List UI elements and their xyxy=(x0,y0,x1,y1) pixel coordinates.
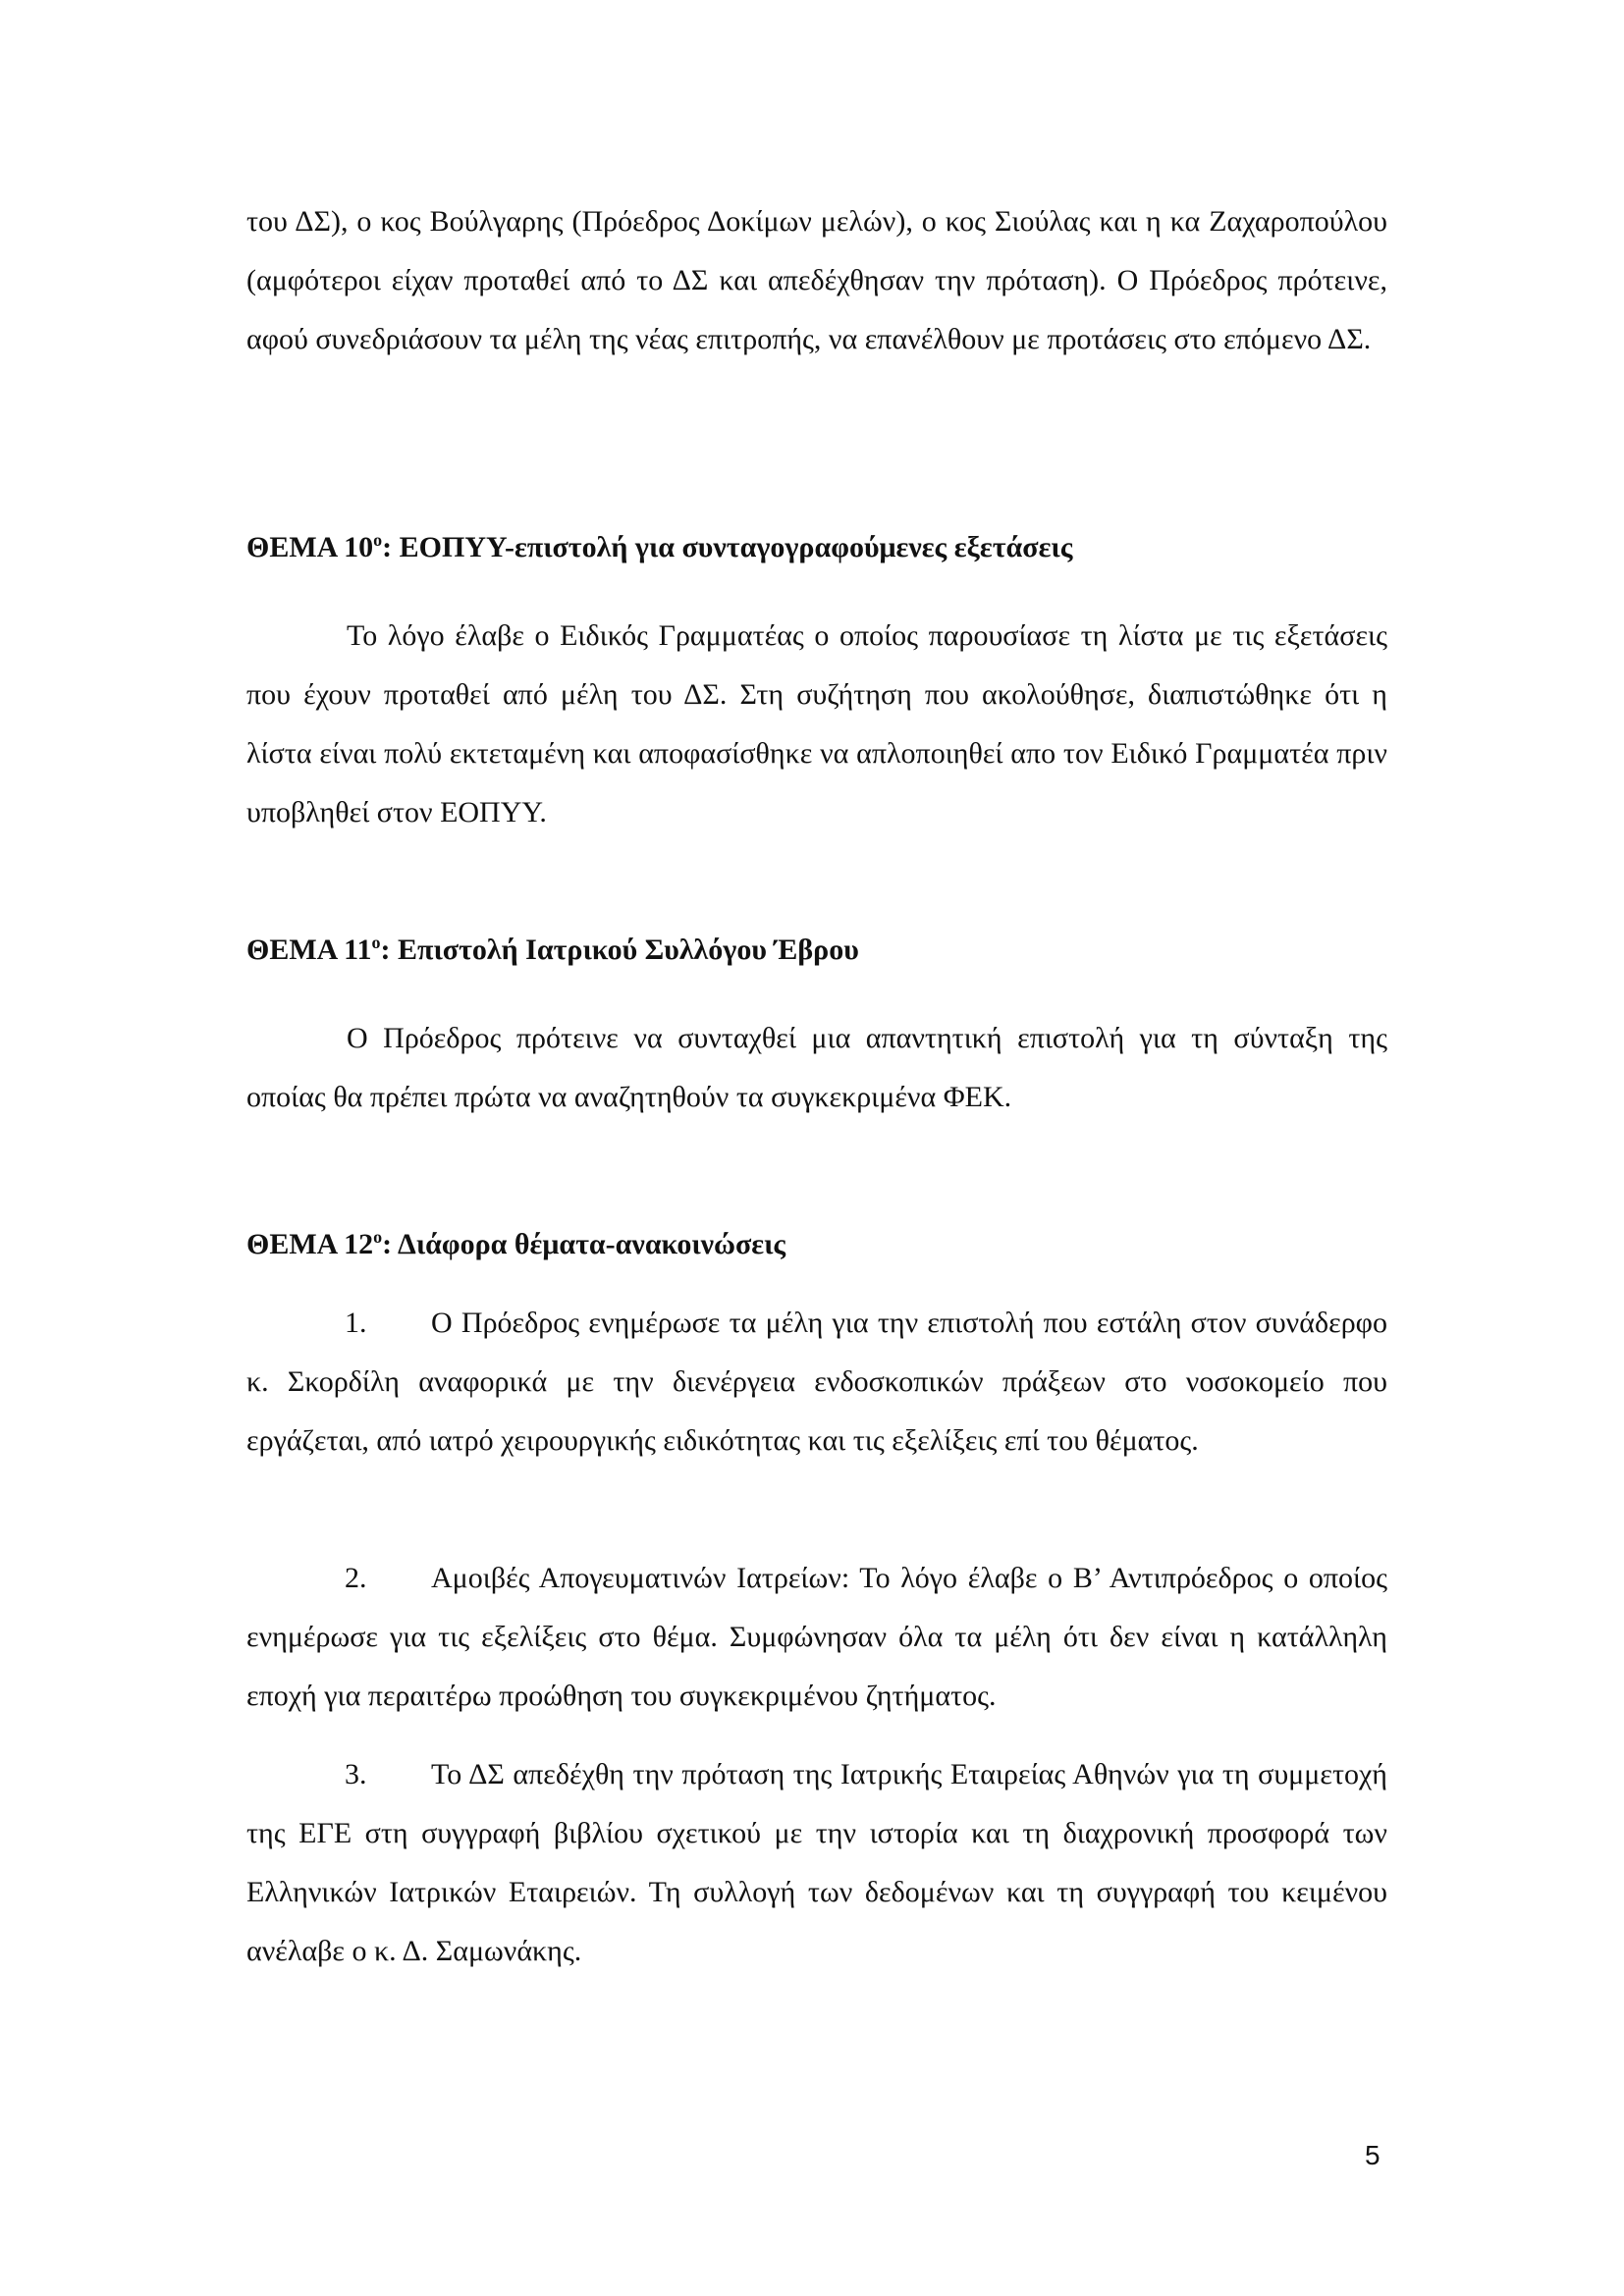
heading-ordinal: ο xyxy=(373,530,383,550)
section-10-body: Το λόγο έλαβε ο Ειδικός Γραμματέας ο οποίος παρουσίασε τη λίστα με τις εξετάσεις που έχουν προταθεί από μέλη του ΔΣ. Στη συζήτηση που ακολούθησε, διαπιστώθηκε ότι η λίστα είναι πολύ εκτεταμένη και αποφασίσθηκε να απλοποιηθεί απο τον Ειδικό Γραμματέα πριν υποβληθεί στον ΕΟΠΥΥ. xyxy=(246,619,1387,828)
list-item-text: Ο Πρόεδρος ενημέρωσε τα μέλη για την επιστολή που εστάλη στον συνάδερφο κ. Σκορδίλη αναφορικά με την διενέργεια ενδοσκοπικών πράξεων στο νοσοκομείο που εργάζεται, από ιατρό χειρουργικής ειδικότητας και τις εξελίξεις επί του θέματος. xyxy=(246,1307,1387,1457)
section-12-heading xyxy=(246,1225,1387,1264)
heading-number: ΘΕΜΑ 11 xyxy=(246,934,372,966)
heading-title: : ΕΟΠΥΥ-επιστολή για συνταγογραφούμενες εξετάσεις xyxy=(382,531,1073,563)
section-10 xyxy=(246,528,1387,842)
section-11 xyxy=(246,931,1387,1127)
heading-number: ΘΕΜΑ 10 xyxy=(246,531,374,563)
heading-ordinal: ο xyxy=(373,1227,383,1247)
list-item-text: Αμοιβές Απογευματινών Ιατρείων: Το λόγο έλαβε ο Β’ Αντιπρόεδρος ο οποίος ενημέρωσε για τις εξελίξεις στο θέμα. Συμφώνησαν όλα τα μέλη ότι δεν είναι η κατάλληλη εποχή για περαιτέρω προώθηση του συγκεκριμένου ζητήματος. xyxy=(246,1562,1387,1712)
section-11-body: Ο Πρόεδρος πρότεινε να συνταχθεί μια απαντητική επιστολή για τη σύνταξη της οποίας θα πρέπει πρώτα να αναζητηθούν τα συγκεκριμένα ΦΕΚ. xyxy=(246,1022,1387,1113)
list-item-3 xyxy=(246,1745,1387,1981)
section-12 xyxy=(246,1225,1387,1264)
intro-paragraph-block xyxy=(246,192,1387,369)
heading-title: : Διάφορα θέματα-ανακοινώσεις xyxy=(382,1228,786,1260)
heading-number: ΘΕΜΑ 12 xyxy=(246,1228,374,1260)
list-item-number: 3. xyxy=(345,1758,367,1790)
section-10-heading xyxy=(246,528,1387,567)
page-number: 5 xyxy=(1365,2140,1380,2170)
list-item-number: 1. xyxy=(345,1307,367,1339)
list-item-number: 2. xyxy=(345,1562,367,1594)
list-item-text: Το ΔΣ απεδέχθη την πρόταση της Ιατρικής Εταιρείας Αθηνών για τη συμμετοχή της ΕΓΕ στη συγγραφή βιβλίου σχετικού με την ιστορία και τη διαχρονική προσφορά των Ελληνικών Ιατρικών Εταιρειών. Τη συλλογή των δεδομένων και τη συγγραφή του κειμένου ανέλαβε ο κ. Δ. Σαμωνάκης. xyxy=(246,1758,1387,1967)
intro-paragraph: του ΔΣ), ο κος Βούλγαρης (Πρόεδρος Δοκίμων μελών), ο κος Σιούλας και η κα Ζαχαροπούλου (αμφότεροι είχαν προταθεί από το ΔΣ και απεδέχθησαν την πρόταση). Ο Πρόεδρος πρότεινε, αφού συνεδριάσουν τα μέλη της νέας επιτροπής, να επανέλθουν με προτάσεις στο επόμενο ΔΣ. xyxy=(246,205,1387,355)
list-item-1 xyxy=(246,1294,1387,1470)
heading-title: : Επιστολή Ιατρικού Συλλόγου Έβρου xyxy=(380,934,859,966)
section-11-heading xyxy=(246,931,1387,970)
list-item-2 xyxy=(246,1549,1387,1726)
heading-ordinal: ο xyxy=(371,933,381,952)
